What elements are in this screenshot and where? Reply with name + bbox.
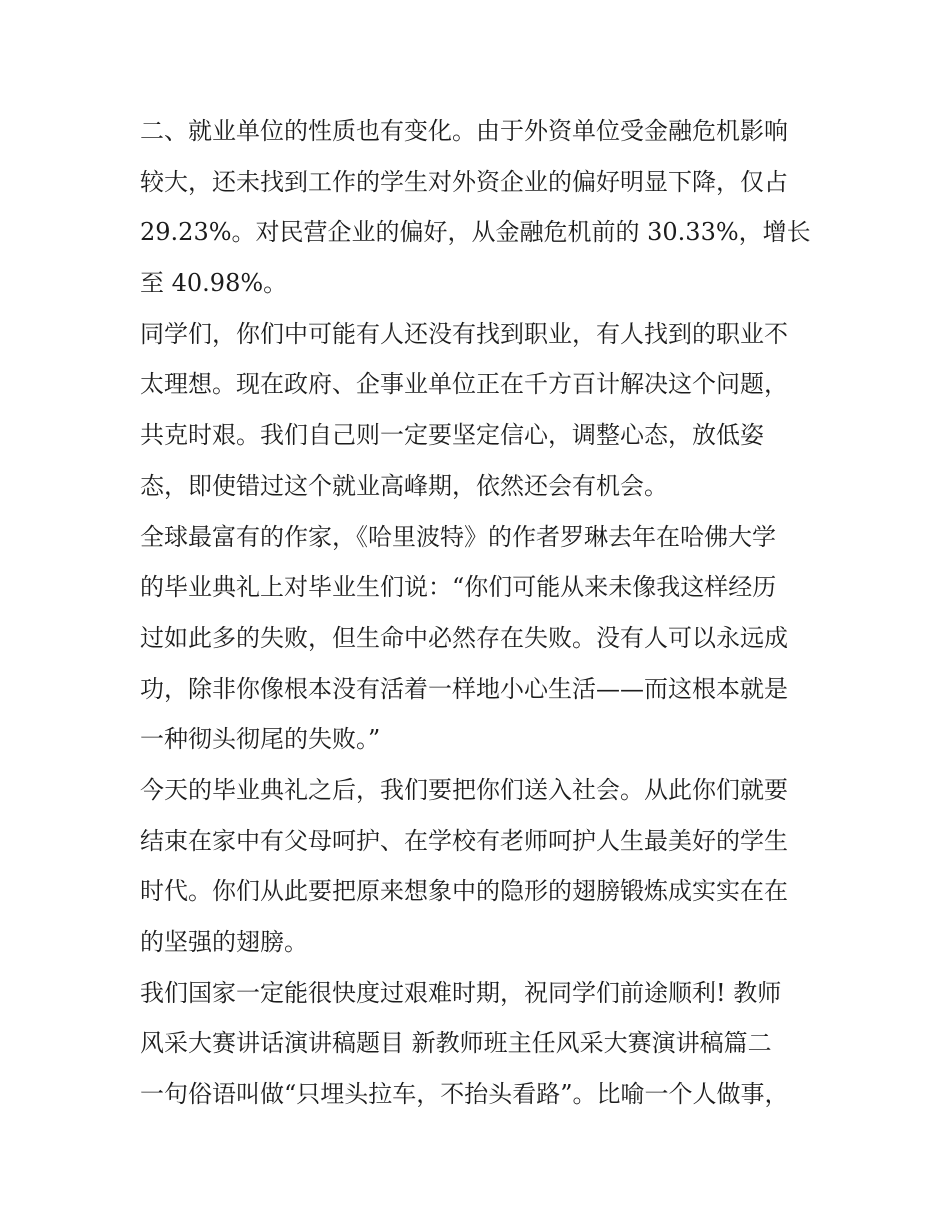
text-line: 风采大赛讲话演讲稿题目 新教师班主任风采大赛演讲稿篇二 <box>140 1029 772 1058</box>
text-line: 过如此多的失败，但生命中必然存在失败。没有人可以永远成 <box>140 623 788 652</box>
text-line: 态，即使错过这个就业高峰期，依然还会有机会。 <box>140 471 668 500</box>
text-line: 同学们，你们中可能有人还没有找到职业，有人找到的职业不 <box>140 319 788 348</box>
text-line: 功，除非你像根本没有活着一样地小心生活——而这根本就是 <box>140 674 788 703</box>
text-line: 一种彻头彻尾的失败。” <box>140 725 381 754</box>
text-line: 较大，还未找到工作的学生对外资企业的偏好明显下降，仅占 <box>140 167 788 196</box>
text-line: 时代。你们从此要把原来想象中的隐形的翅膀锻炼成实实在在 <box>140 877 788 906</box>
text-line: 的坚强的翅膀。 <box>140 928 308 956</box>
text-line: 我们国家一定能很快度过艰难时期，祝同学们前途顺利! 教师 <box>140 978 782 1007</box>
text-line: 共克时艰。我们自己则一定要坚定信心，调整心态，放低姿 <box>140 421 764 450</box>
text-line: 一句俗语叫做“只埋头拉车，不抬头看路”。比喻一个人做事， <box>140 1080 789 1109</box>
text-line: 至 40.98%。 <box>140 269 288 298</box>
text-line: 结束在家中有父母呵护、在学校有老师呵护人生最美好的学生 <box>140 826 788 855</box>
text-line: 29.23%。对民营企业的偏好，从金融危机前的 30.33%，增长 <box>140 218 811 247</box>
text-line: 的毕业典礼上对毕业生们说：“你们可能从来未像我这样经历 <box>140 573 777 602</box>
text-line: 太理想。现在政府、企事业单位正在千方百计解决这个问题， <box>140 370 788 399</box>
text-line: 二、就业单位的性质也有变化。由于外资单位受金融危机影响 <box>140 117 788 145</box>
text-line: 今天的毕业典礼之后，我们要把你们送入社会。从此你们就要 <box>140 775 788 804</box>
text-line: 全球最富有的作家，《哈里波特》的作者罗琳去年在哈佛大学 <box>140 522 776 551</box>
document-body <box>140 106 816 1120</box>
